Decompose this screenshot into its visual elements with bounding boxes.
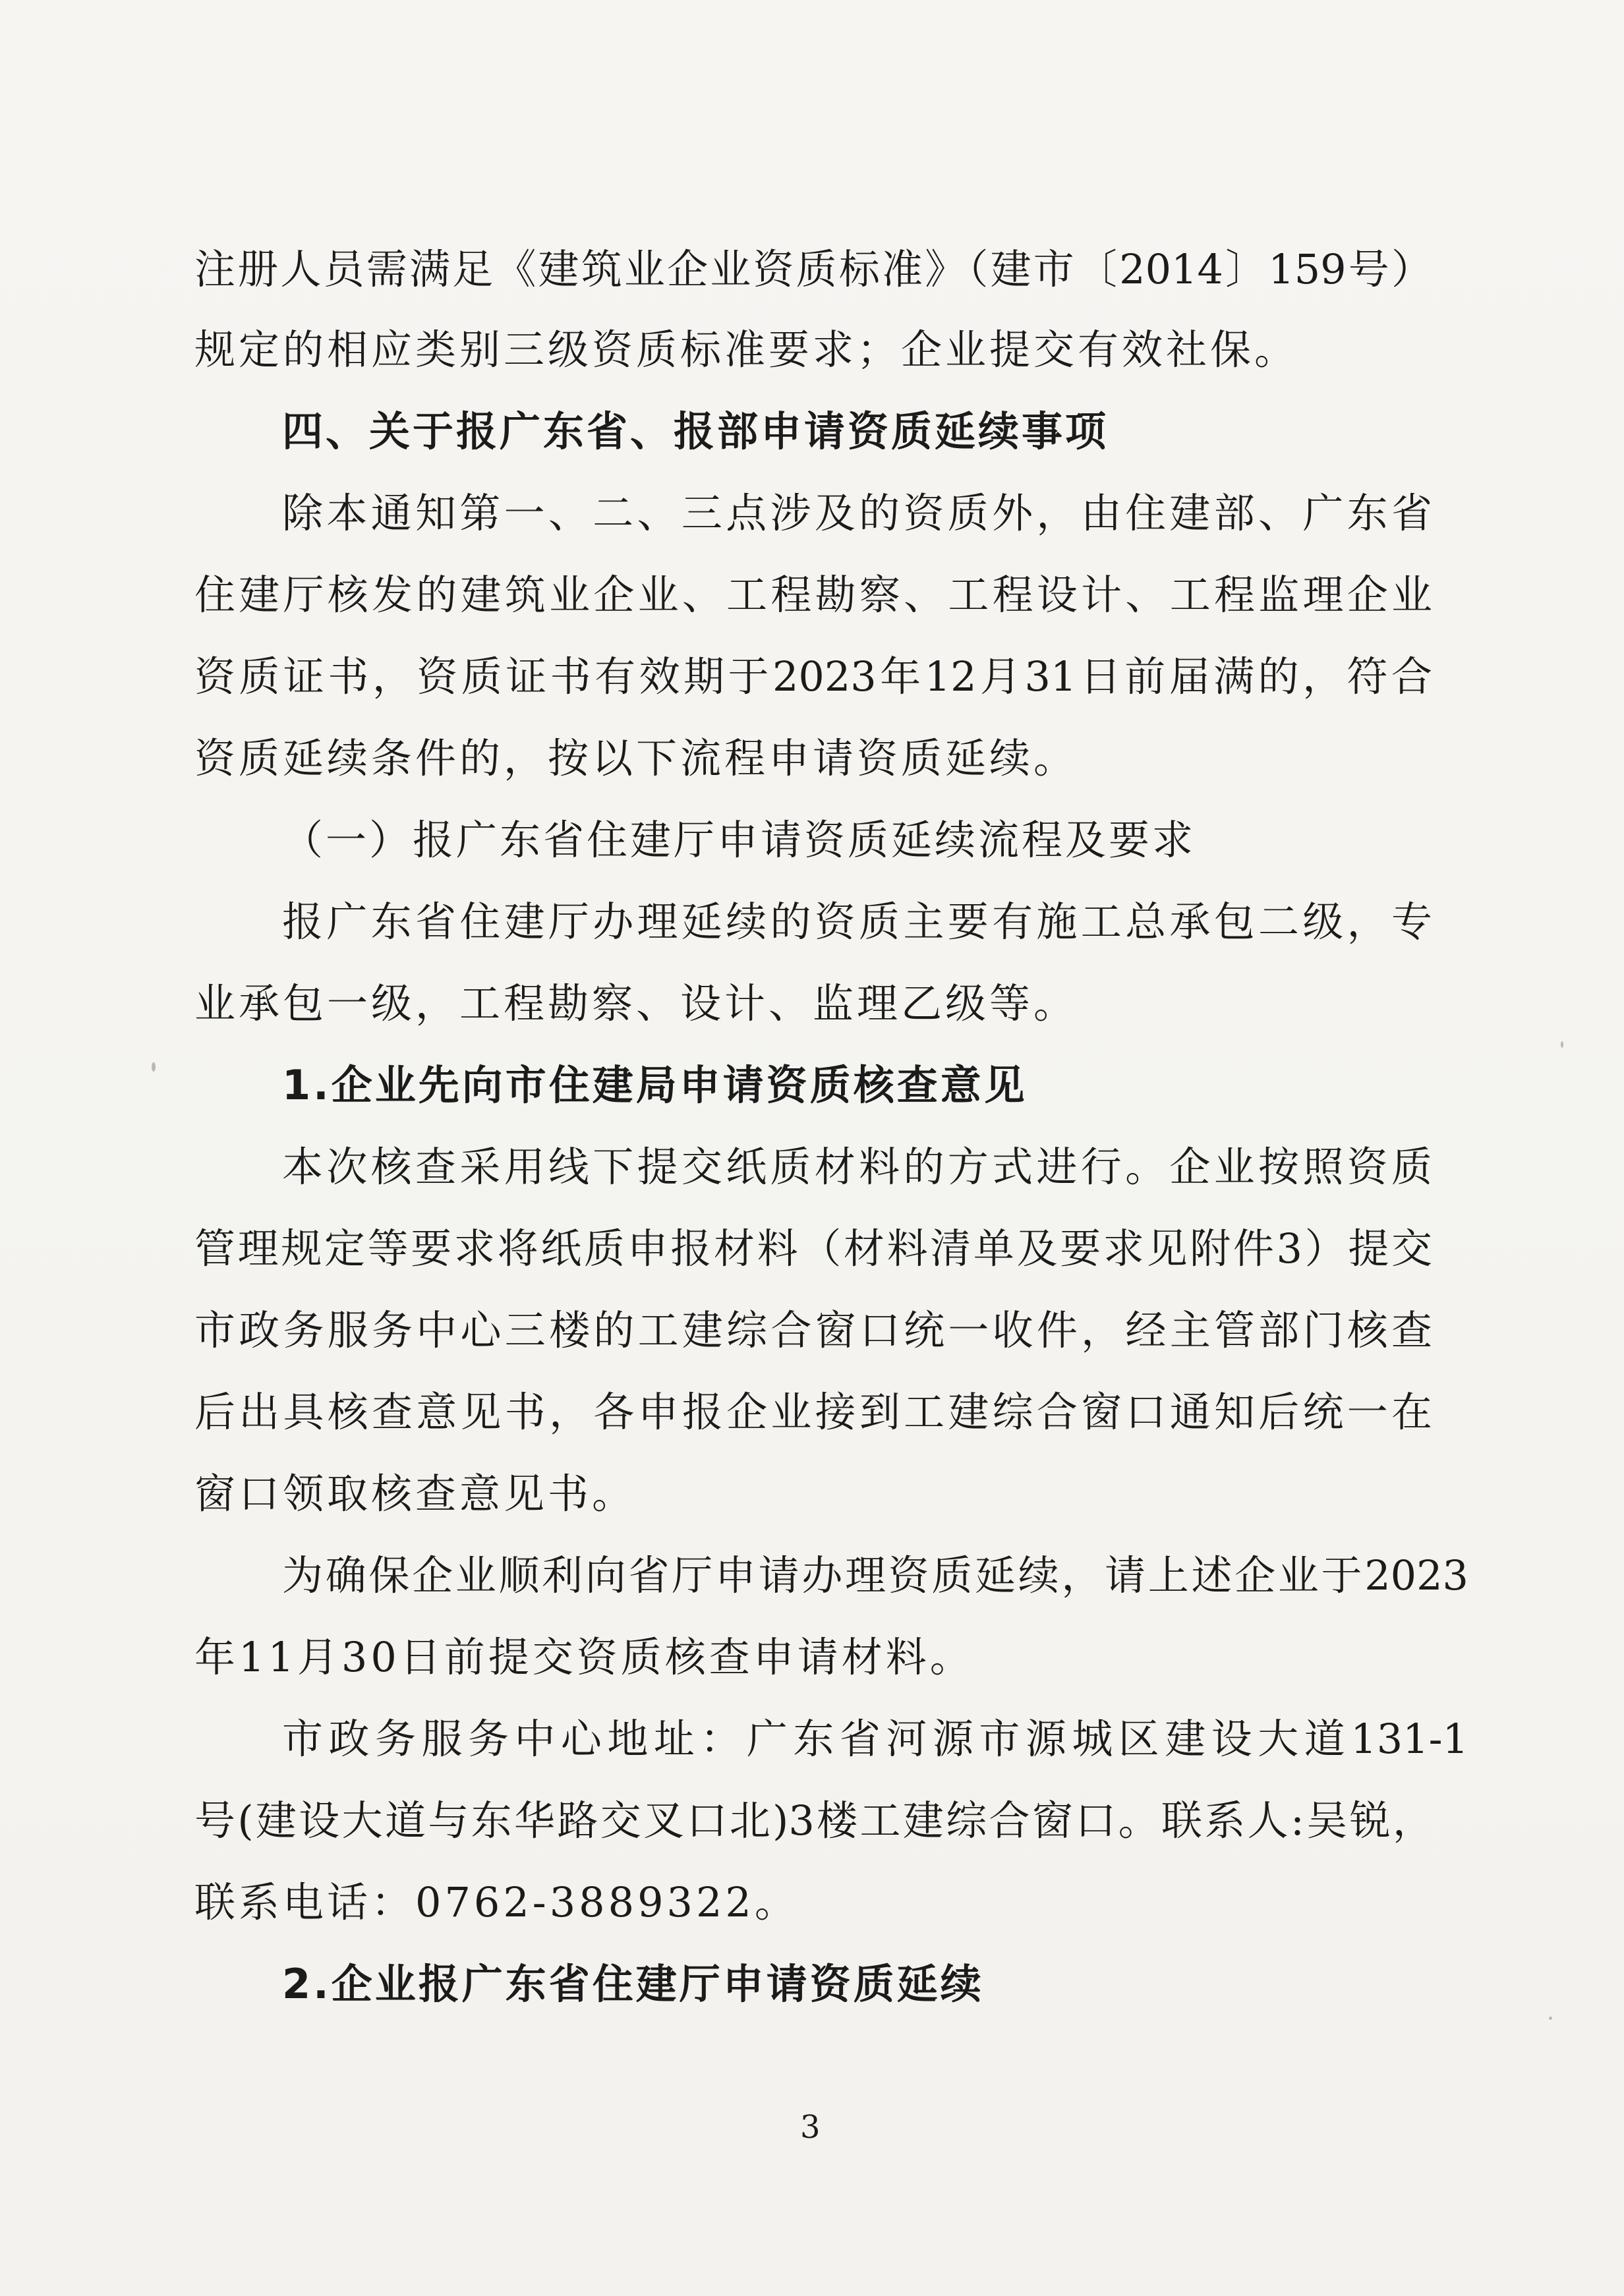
body-line: 注册人员需满足《建筑业企业资质标准》（建市〔2014〕159号） bbox=[194, 245, 1432, 293]
subsection-heading: （一）报广东省住建厅申请资质延续流程及要求 bbox=[282, 816, 1196, 864]
item-heading: 1.企业先向市住建局申请资质核查意见 bbox=[282, 1061, 1028, 1109]
page-number: 3 bbox=[800, 2109, 821, 2146]
body-line: 管理规定等要求将纸质申报材料（材料清单及要求见附件3）提交 bbox=[194, 1224, 1432, 1273]
body-line: 住建厅核发的建筑业企业、工程勘察、工程设计、工程监理企业 bbox=[194, 571, 1432, 619]
body-line: 本次核查采用线下提交纸质材料的方式进行。企业按照资质 bbox=[282, 1143, 1432, 1191]
body-line: 联系电话：0762-3889322。 bbox=[194, 1878, 799, 1926]
body-line: 业承包一级，工程勘察、设计、监理乙级等。 bbox=[194, 979, 1078, 1027]
body-line: 报广东省住建厅办理延续的资质主要有施工总承包二级，专 bbox=[282, 898, 1432, 946]
body-line: 除本通知第一、二、三点涉及的资质外，由住建部、广东省 bbox=[282, 489, 1432, 537]
scan-speck bbox=[1561, 1041, 1563, 1048]
scan-speck bbox=[152, 1062, 156, 1072]
body-line: 资质延续条件的，按以下流程申请资质延续。 bbox=[194, 734, 1078, 782]
body-line: 为确保企业顺利向省厅申请办理资质延续，请上述企业于2023 bbox=[282, 1551, 1468, 1599]
section-heading: 四、关于报广东省、报部申请资质延续事项 bbox=[282, 407, 1109, 455]
body-line: 号(建设大道与东华路交叉口北)3楼工建综合窗口。联系人:吴锐， bbox=[194, 1796, 1434, 1845]
body-line: 市政务服务中心三楼的工建综合窗口统一收件，经主管部门核查 bbox=[194, 1306, 1432, 1354]
body-line: 年11月30日前提交资质核查申请材料。 bbox=[194, 1633, 974, 1681]
body-line: 窗口领取核查意见书。 bbox=[194, 1470, 637, 1518]
body-line: 规定的相应类别三级资质标准要求；企业提交有效社保。 bbox=[194, 326, 1299, 374]
body-line: 后出具核查意见书，各申报企业接到工建综合窗口通知后统一在 bbox=[194, 1388, 1432, 1436]
item-heading: 2.企业报广东省住建厅申请资质延续 bbox=[282, 1960, 984, 2008]
body-line: 资质证书，资质证书有效期于2023年12月31日前届满的，符合 bbox=[194, 652, 1432, 701]
scan-speck bbox=[1549, 2017, 1552, 2020]
body-line: 市政务服务中心地址：广东省河源市源城区建设大道131-1 bbox=[282, 1715, 1468, 1763]
